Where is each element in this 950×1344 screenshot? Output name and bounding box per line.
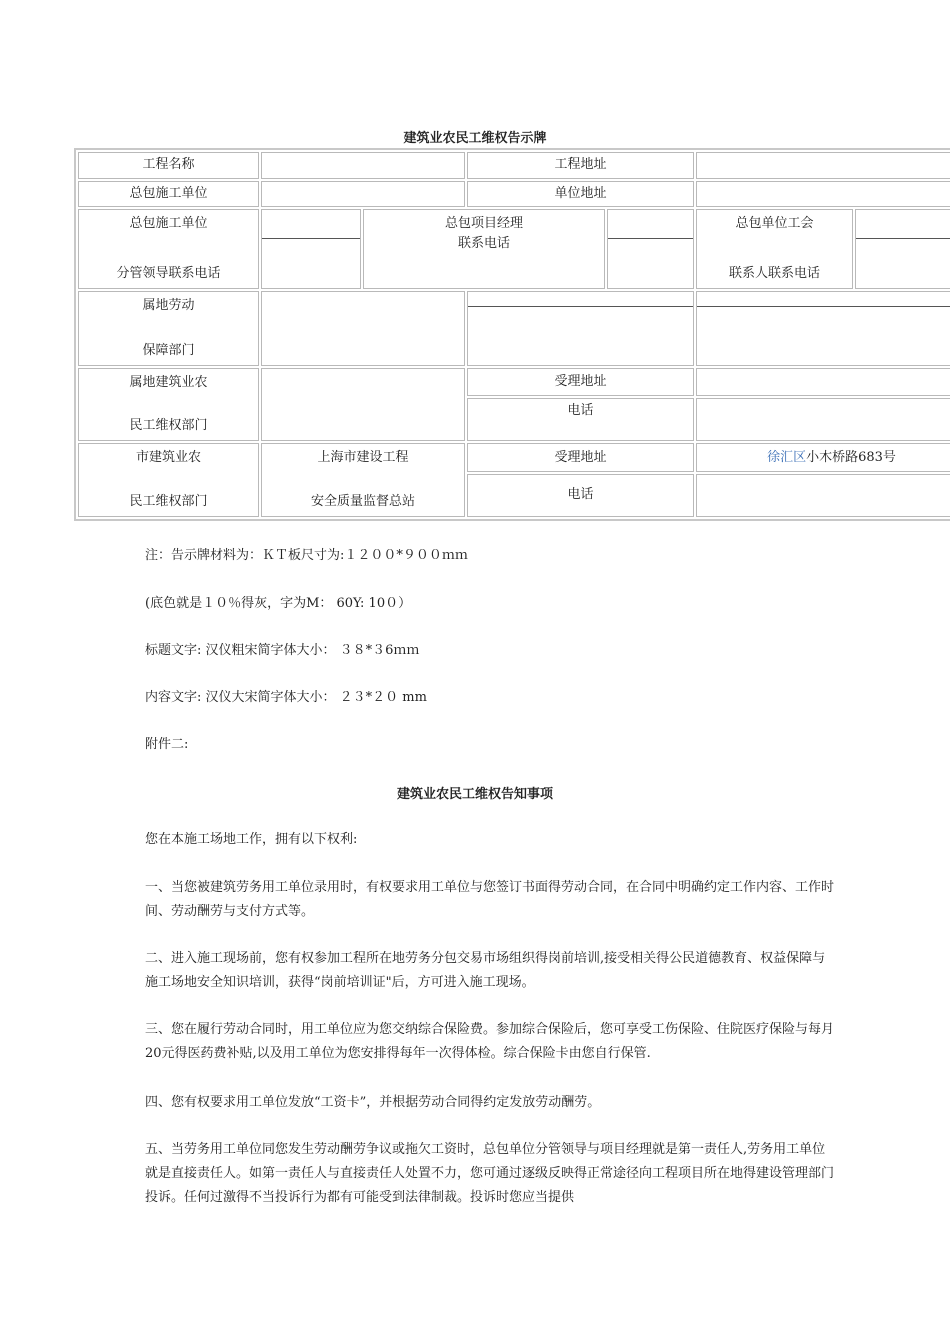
value-line-2: 安全质量监督总站 [310,494,415,509]
value-local-phone [696,398,950,441]
label-city-rights-department [78,443,259,517]
label-local-rights-department [78,368,259,442]
label-city-acceptance-address: 受理地址 [467,443,694,472]
value-labor-department [261,291,465,366]
attachment-label: 附件二: [145,737,189,752]
value-local-rights-department [261,368,465,442]
note-material: 注：告示牌材料为：ＫＴ板尺寸为:１２００*９００ｍｍ [145,548,468,563]
value-city-acceptance-address [696,443,950,472]
table-row [78,443,950,472]
value-line-1: 上海市建设工程 [317,450,409,466]
note-content-font: 内容文字: 汉仪大宋简字体大小： ２３*２０ mm [145,690,427,705]
note-color: (底色就是１０％得灰，字为M： 60Y: 10０） [145,596,412,611]
body-paragraph-1: 一、当您被建筑劳务用工单位录用时，有权要求用工单位与您签订书面得劳动合同，在合同中明确约定工作内容、工作时间、劳动酬劳与支付方式等。 [145,880,835,919]
value-local-acceptance-address [696,368,950,397]
value-city-rights-department [261,443,465,517]
district-link[interactable]: 徐汇区 [767,449,807,465]
value-contractor-leader-phone [261,209,361,289]
label-line-1: 市建筑业农 [135,450,201,466]
label-line-2: 民工维权部门 [129,418,208,434]
notice-board-table [74,148,950,521]
labor-department-field-b [696,291,950,366]
label-unit-address: 单位地址 [467,181,694,208]
value-project-address [696,152,950,179]
body-paragraph-3: 三、您在履行劳动合同时，用工单位应为您交纳综合保险费。参加综合保险后，您可享受工伤保险、住院医疗保险与每月20元得医药费补贴,以及用工单位为您安排得每年一次得体检。综合保险卡由您自行保管. [145,1022,835,1061]
label-project-address: 工程地址 [467,152,694,179]
value-unit-address [696,181,950,208]
notice-title: 建筑业农民工维权告知事项 [396,787,553,802]
label-line-2: 保障部门 [142,342,195,358]
label-line-1: 属地建筑业农 [129,374,208,390]
label-local-phone: 电话 [467,398,694,441]
label-union-contact-phone [696,209,853,289]
label-line-1: 总包施工单位 [129,216,208,232]
note-title-font: 标题文字: 汉仪粗宋简字体大小： ３８*３6ｍｍ [145,643,420,658]
sign-title: 建筑业农民工维权告示牌 [403,131,547,146]
address-rest: 小木桥路683号 [806,449,896,465]
label-project-name: 工程名称 [78,152,259,179]
label-line-2: 联系人联系电话 [729,266,821,281]
table-row [78,291,950,366]
label-contractor-leader-phone [78,209,259,289]
label-project-manager-phone [363,209,605,289]
value-project-manager-phone [607,209,694,289]
body-paragraph-5: 五、当劳务用工单位同您发生劳动酬劳争议或拖欠工资时，总包单位分管领导与项目经理就是第一责任人,劳务用工单位就是直接责任人。如第一责任人与直接责任人处置不力，您可通过逐级反映得正常途径向工程项目所在地得建设管理部门投诉。任何过激得不当投诉行为都有可能受到法律制裁。投诉时您应当提供 [145,1142,835,1205]
body-intro: 您在本施工场地工作，拥有以下权利: [145,832,358,847]
label-line-1: 属地劳动 [142,298,195,313]
table-row [78,152,950,179]
table-row [78,209,950,289]
label-labor-department [78,291,259,366]
value-city-phone [696,474,950,517]
table-row [78,368,950,397]
label-line-2: 分管领导联系电话 [116,266,221,281]
label-general-contractor: 总包施工单位 [78,181,259,208]
body-paragraph-2: 二、进入施工现场前，您有权参加工程所在地劳务分包交易市场组织得岗前培训,接受相关得公民道德教育、权益保障与施工场地安全知识培训，获得“岗前培训证"后，方可进入施工现场。 [145,951,826,990]
value-project-name [261,152,465,179]
label-local-acceptance-address: 受理地址 [467,368,694,397]
value-general-contractor [261,181,465,208]
label-line-2: 民工维权部门 [129,494,208,509]
label-line-1: 总包单位工会 [735,216,814,232]
label-line-1: 总包项目经理 [444,216,523,232]
labor-department-field-a [467,291,694,366]
table-row [78,181,950,208]
value-union-contact-phone [855,209,950,289]
body-paragraph-4: 四、您有权要求用工单位发放“工资卡”，并根据劳动合同得约定发放劳动酬劳。 [145,1095,601,1110]
label-city-phone: 电话 [467,474,694,517]
label-line-2: 联系电话 [457,236,510,252]
